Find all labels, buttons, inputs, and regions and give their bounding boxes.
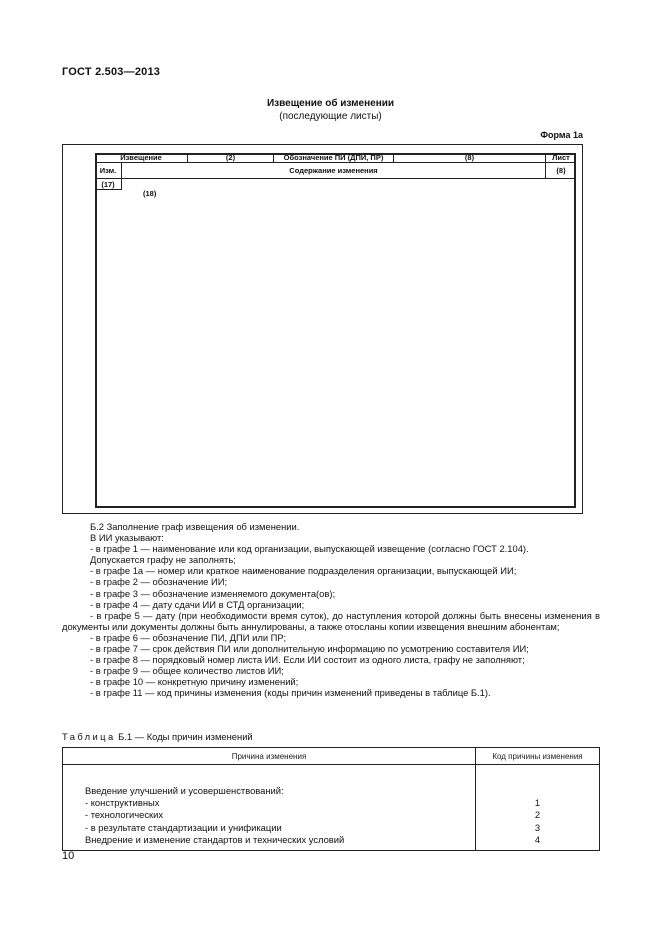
code-item: 2 [534, 809, 541, 821]
code-item: 1 [534, 797, 541, 809]
paragraph: В ИИ указывают: [90, 532, 164, 544]
form-cell-sheet-number: (8) [546, 163, 576, 179]
table-cell-codes [476, 765, 600, 851]
form-cell-change-content: Содержание изменения [122, 163, 546, 179]
code-item: 3 [534, 821, 541, 833]
table-caption-text: Б.1 — Коды причин изменений [115, 731, 253, 742]
reason-item: - конструктивных [85, 797, 160, 809]
form-cell-sheet: Лист [546, 153, 576, 163]
list-item: - в графе 8 — порядковый номер листа ИИ. Если ИИ состоит из одного листа, графу не заполняют; [90, 654, 525, 666]
list-item: - в графе 1 — наименование или код организации, выпускающей извещение (согласно ГОСТ 2.104). [90, 543, 529, 555]
table-caption [62, 731, 253, 742]
form-cell-document-designation: Обозначение ПИ (ДПИ, ПР) [274, 153, 394, 163]
form-cell-notice: Извещение [95, 153, 188, 163]
form-cell-designation-value: (8) [394, 153, 546, 163]
list-item: - в графе 4 — дату сдачи ИИ в СТД организации; [90, 598, 305, 610]
list-item: - в графе 7 — срок действия ПИ или дополнительную информацию по усмотрению составителя ИИ; [90, 643, 529, 655]
form-cell-change: Изм. [95, 163, 122, 179]
paragraph: Допускается графу не заполнять; [90, 554, 236, 566]
reason-item: Введение улучшений и усовершенствований: [85, 785, 284, 796]
list-item: - в графе 1а — номер или краткое наименование подразделения организации, выпускающей ИИ; [90, 565, 517, 577]
list-item: - в графе 2 — обозначение ИИ; [90, 576, 228, 588]
document-header: ГОСТ 2.503—2013 [62, 66, 161, 78]
list-item: - в графе 10 — конкретную причину изменений; [90, 676, 299, 688]
code-item: 4 [534, 833, 541, 845]
reason-item: - в результате стандартизации и унификации [85, 821, 282, 833]
list-item: - в графе 9 — общее количество листов ИИ; [90, 665, 284, 677]
form-title: Извещение об изменении [266, 98, 395, 109]
change-codes-table [62, 747, 600, 851]
table-header-row [63, 748, 600, 765]
form-header-row [95, 153, 576, 163]
form-label: Форма 1а [540, 130, 583, 140]
section-heading: Б.2 Заполнение граф извещения об изменении. [90, 521, 300, 532]
table-row [63, 765, 600, 851]
reason-item: - технологических [85, 809, 164, 821]
form-cell-notice-number: (2) [188, 153, 274, 163]
table-header-reason: Причина изменения [63, 748, 476, 765]
list-item: - в графе 6 — обозначение ПИ, ДПИ или ПР; [90, 631, 287, 643]
page-number: 10 [62, 850, 75, 862]
form-content-mark: (18) [143, 189, 157, 198]
code-item [476, 785, 599, 797]
form-subtitle: (последующие листы) [279, 111, 382, 122]
form-cell-change-number: (17) [95, 179, 122, 190]
table-header-code: Код причины изменения [476, 748, 600, 765]
list-item: - в графе 3 — обозначение изменяемого документа(ов); [90, 587, 336, 599]
form-inner-frame [95, 153, 576, 508]
table-caption-prefix: Таблица [62, 731, 116, 742]
list-item: - в графе 11 — код причины изменения (коды причин изменений приведены в таблице Б.1). [90, 687, 491, 699]
table-cell-reasons [63, 765, 476, 851]
list-item: - в графе 5 — дату (при необходимости время суток), до наступления которой должны быть внесены изменения в документы или документы должны быть аннулированы, а также отосланы копии извещения внешним абонентам; [62, 609, 600, 632]
body-text [62, 521, 600, 699]
reason-item: Внедрение и изменение стандартов и технических условий [85, 833, 345, 845]
form-content-header-row [95, 163, 576, 179]
